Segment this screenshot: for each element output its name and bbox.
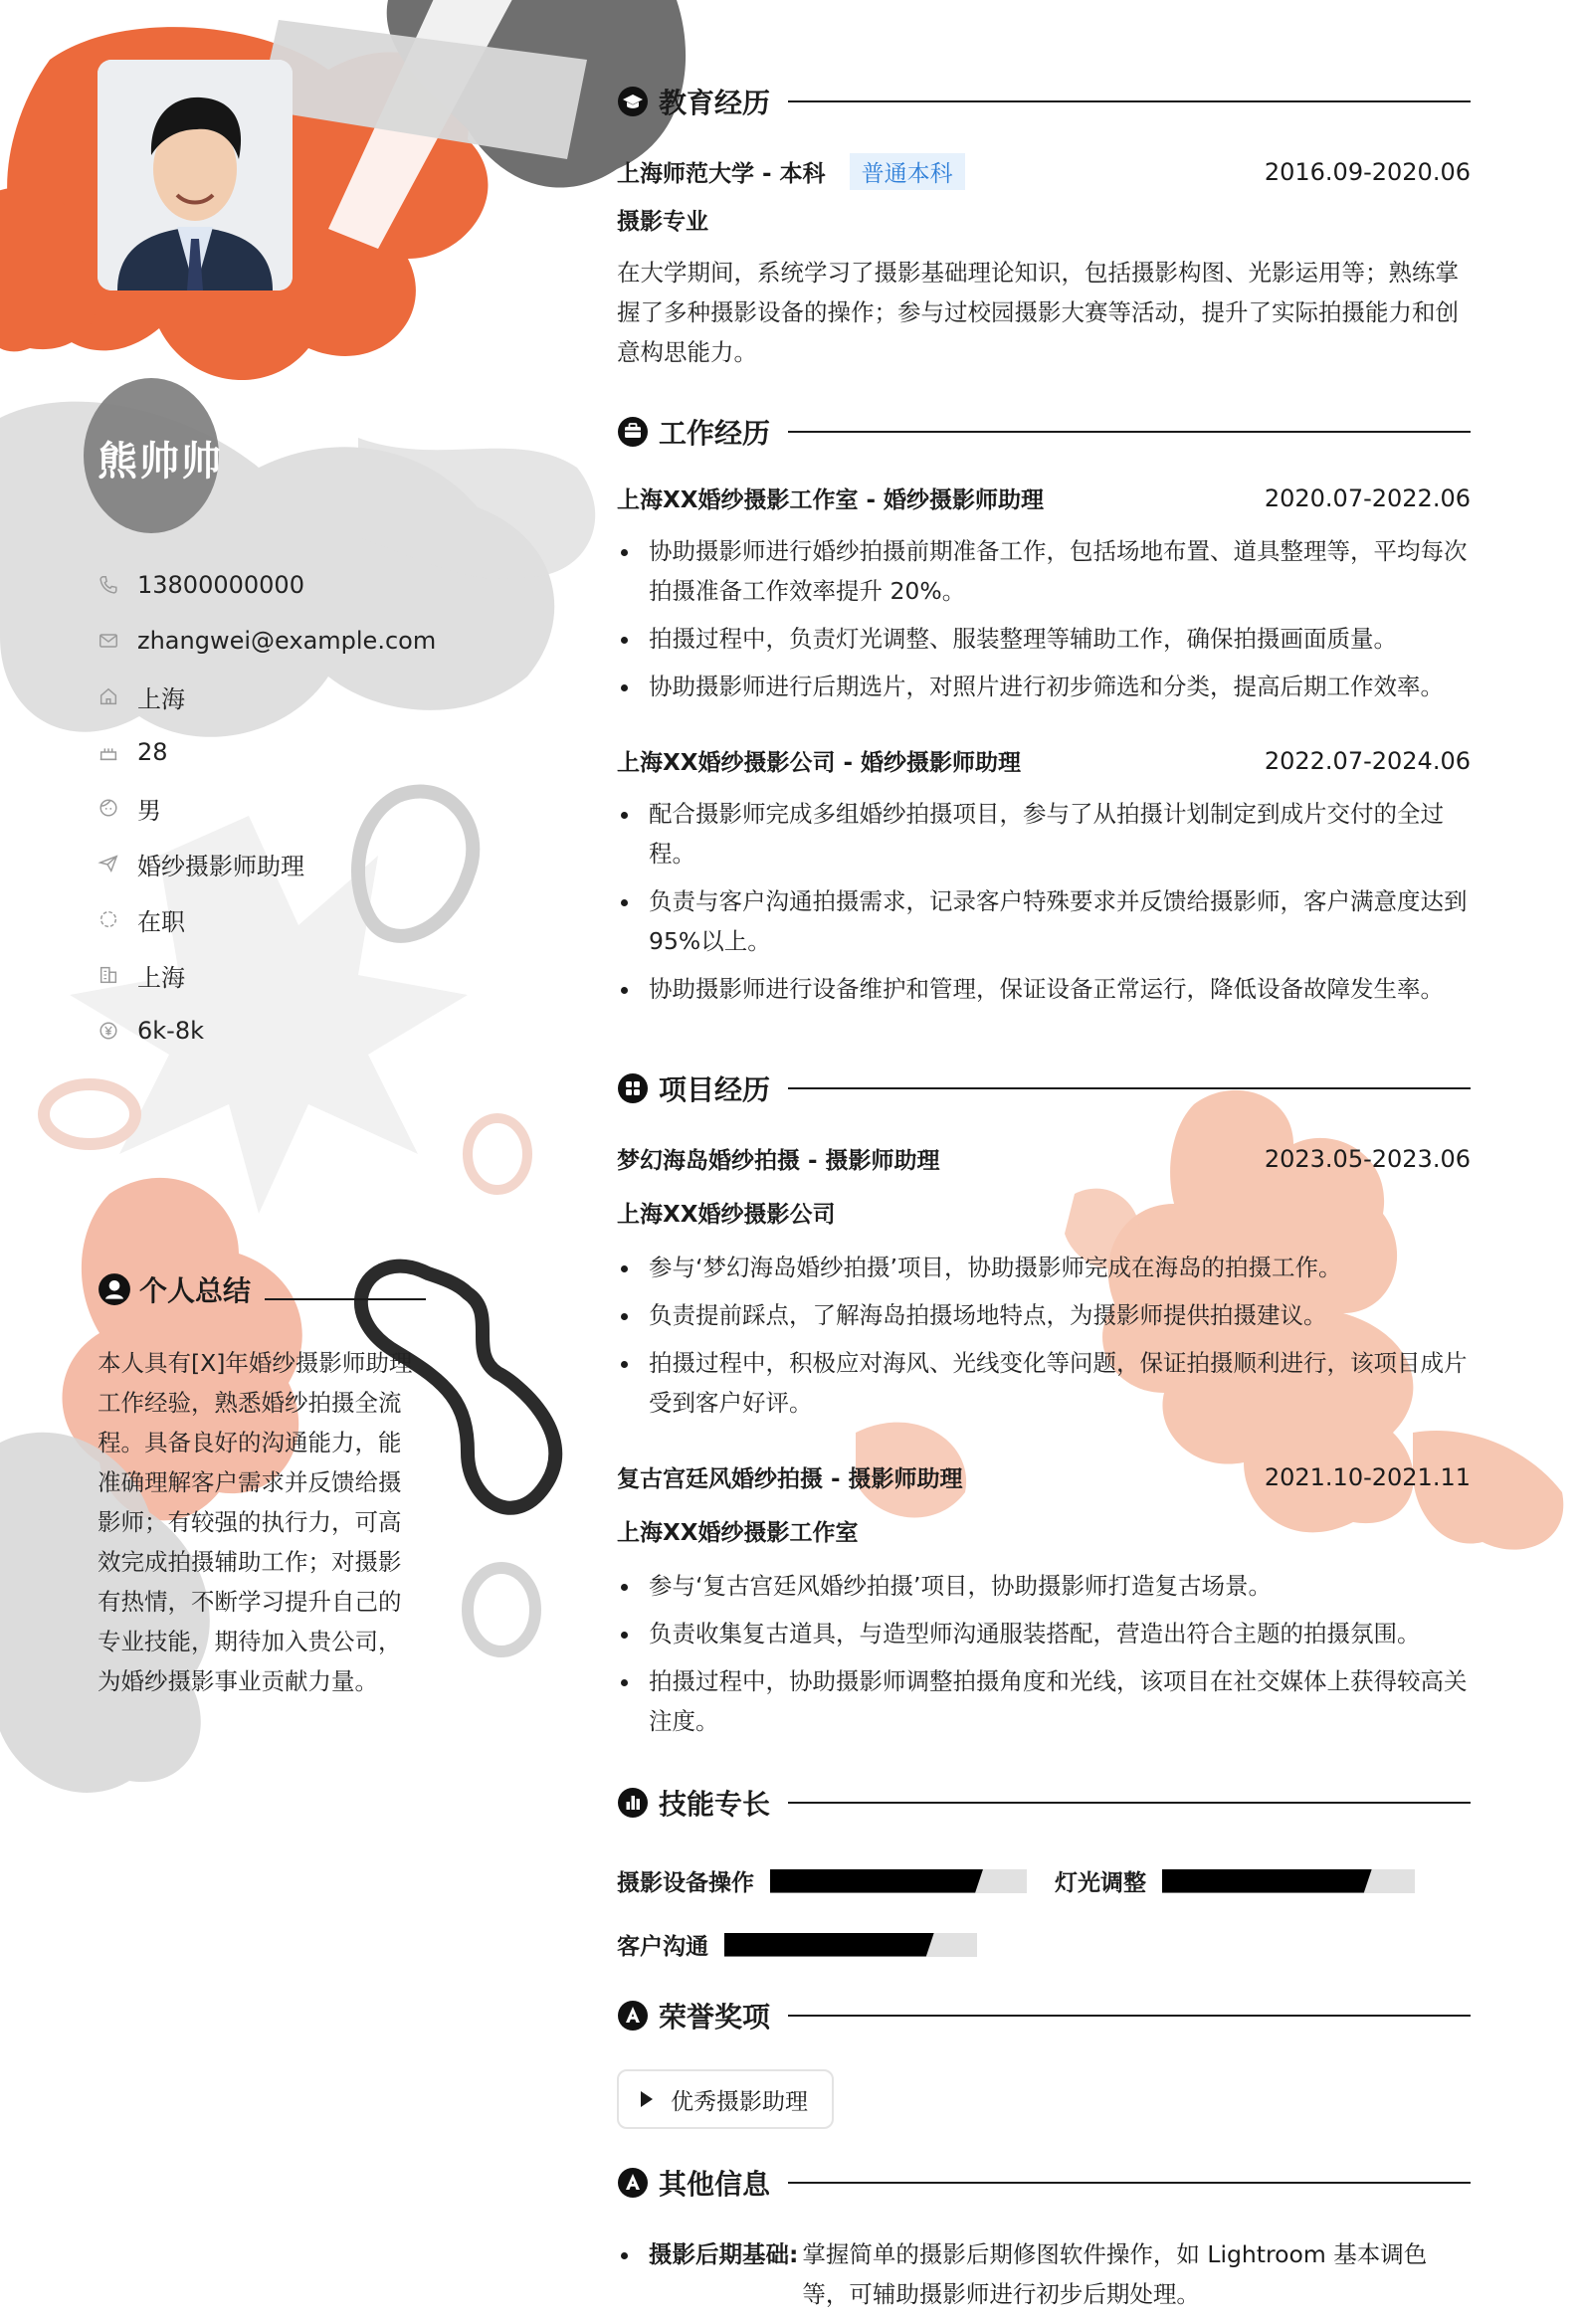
location-row: [98, 669, 535, 724]
honors-heading: [617, 1996, 1471, 2035]
skill-bar-fill: [1162, 1869, 1372, 1893]
project-bullets: [617, 1248, 1471, 1431]
bar-chart-icon: [617, 1787, 649, 1819]
briefcase-icon: [617, 416, 649, 448]
project-header: [617, 1142, 1471, 1175]
list-item: 负责与客户沟通拍摄需求，记录客户特殊要求并反馈给摄影师，客户满意度达到 95%以上。: [617, 881, 1471, 961]
cake-icon: [98, 741, 119, 763]
summary-heading: [98, 1269, 251, 1309]
yuan-icon: [98, 1020, 119, 1042]
phone-row: [98, 557, 535, 613]
profile-name: 熊帅帅: [98, 439, 223, 484]
education-header: [617, 153, 1471, 190]
position-row: [98, 836, 535, 891]
phone-text: 13800000000: [137, 571, 304, 599]
home-icon: [98, 685, 119, 707]
project-date: 2021.10-2021.11: [1264, 1462, 1471, 1491]
section-divider: [788, 1087, 1471, 1089]
work-heading: [617, 412, 1471, 452]
summary-title: 个人总结: [139, 1274, 252, 1307]
list-item: 拍摄过程中，负责灯光调整、服装整理等辅助工作，确保拍摄画面质量。: [617, 619, 1471, 659]
list-item: 参与‘复古宫廷风婚纱拍摄’项目，协助摄影师打造复古场景。: [617, 1566, 1471, 1606]
job-bullets: [617, 794, 1471, 1017]
list-item: [617, 2234, 1471, 2314]
list-item: 拍摄过程中，协助摄影师调整拍摄角度和光线，该项目在社交媒体上获得较高关注度。: [617, 1661, 1471, 1741]
list-item: 拍摄过程中，积极应对海风、光线变化等问题，保证拍摄顺利进行，该项目成片受到客户好评。: [617, 1343, 1471, 1423]
other-key: 摄影后期基础:: [649, 2240, 799, 2268]
position-text: 婚纱摄影师助理: [137, 852, 304, 880]
skill-name: 客户沟通: [617, 1934, 708, 1960]
mail-icon: [98, 630, 119, 652]
project-company: 上海XX婚纱摄影工作室: [617, 1520, 859, 1546]
other-title: 其他信息: [659, 2168, 771, 2201]
skill-item: [617, 1864, 1027, 1897]
award-label: 优秀摄影助理: [671, 2088, 808, 2115]
salary-text: 6k-8k: [137, 1017, 204, 1045]
gender-text: 男: [137, 796, 161, 825]
job-title: 上海XX婚纱摄影公司 - 婚纱摄影师助理: [617, 750, 1022, 776]
graduation-cap-icon: [617, 86, 649, 117]
education-desc: 在大学期间，系统学习了摄影基础理论知识，包括摄影构图、光影运用等；熟练掌握了多种摄影设备的操作；参与过校园摄影大赛等活动，提升了实际拍摄能力和创意构思能力。: [617, 259, 1459, 366]
avatar: [98, 60, 293, 290]
status-icon: [98, 908, 119, 930]
email-text: zhangwei@example.com: [137, 627, 437, 655]
work-title: 工作经历: [659, 417, 771, 450]
send-icon: [98, 853, 119, 874]
list-item: 配合摄影师完成多组婚纱拍摄项目，参与了从拍摄计划制定到成片交付的全过程。: [617, 794, 1471, 873]
school-name: 上海师范大学 - 本科: [617, 161, 826, 187]
status-row: [98, 891, 535, 947]
list-item: 协助摄影师进行婚纱拍摄前期准备工作，包括场地布置、道具整理等，平均每次拍摄准备工作效率提升 20%。: [617, 531, 1471, 611]
play-icon: [641, 2091, 653, 2107]
user-icon: [98, 1272, 131, 1306]
face-icon: [98, 797, 119, 819]
award-icon: [617, 2167, 649, 2199]
project-title: 梦幻海岛婚纱拍摄 - 摄影师助理: [617, 1148, 940, 1174]
skill-name: 灯光调整: [1055, 1870, 1146, 1896]
major: 摄影专业: [617, 209, 708, 235]
list-item: 协助摄影师进行设备维护和管理，保证设备正常运行，降低设备故障发生率。: [617, 969, 1471, 1009]
job-date: 2020.07-2022.06: [1264, 484, 1471, 512]
education-heading: [617, 82, 1471, 121]
projects-title: 项目经历: [659, 1073, 771, 1106]
skill-item: [617, 1928, 977, 1961]
skill-item: [1055, 1864, 1415, 1897]
city-row: [98, 947, 535, 1003]
section-divider: [788, 431, 1471, 433]
status-text: 在职: [137, 907, 185, 936]
summary-divider: [265, 1298, 426, 1300]
section-divider: [788, 2182, 1471, 2184]
education-date: 2016.09-2020.06: [1264, 157, 1471, 186]
salary-row: [98, 1003, 535, 1059]
age-text: 28: [137, 738, 168, 766]
location-text: 上海: [137, 684, 185, 713]
phone-icon: [98, 574, 119, 596]
age-row: [98, 724, 535, 780]
honors-title: 荣誉奖项: [659, 2001, 771, 2034]
list-item: 协助摄影师进行后期选片，对照片进行初步筛选和分类，提高后期工作效率。: [617, 667, 1471, 706]
skill-bar-fill: [724, 1933, 934, 1957]
grid-icon: [617, 1072, 649, 1104]
summary-text: 本人具有[X]年婚纱摄影师助理工作经验，熟悉婚纱拍摄全流程。具备良好的沟通能力，能准确理解客户需求并反馈给摄影师；有较强的执行力，可高效完成拍摄辅助工作；对摄影有热情，不断学习提升自己的专业技能，期待加入贵公司，为婚纱摄影事业贡献力量。: [98, 1349, 413, 1695]
email-row: [98, 613, 535, 669]
project-bullets: [617, 1566, 1471, 1749]
other-list: [617, 2234, 1471, 2314]
building-icon: [98, 964, 119, 986]
award-button[interactable]: [617, 2069, 834, 2129]
main-content: [617, 0, 1471, 2324]
city-text: 上海: [137, 963, 185, 992]
skills-list: [617, 1850, 1471, 1990]
section-divider: [788, 100, 1471, 102]
list-item: 参与‘梦幻海岛婚纱拍摄’项目，协助摄影师完成在海岛的拍摄工作。: [617, 1248, 1471, 1287]
skill-bar: [724, 1933, 977, 1957]
education-title: 教育经历: [659, 87, 771, 119]
skills-heading: [617, 1783, 1471, 1823]
skills-title: 技能专长: [659, 1788, 771, 1821]
skill-bar: [770, 1869, 1027, 1893]
degree-badge: 普通本科: [850, 153, 965, 190]
list-item: 负责提前踩点，了解海岛拍摄场地特点，为摄影师提供拍摄建议。: [617, 1295, 1471, 1335]
projects-heading: [617, 1068, 1471, 1108]
project-date: 2023.05-2023.06: [1264, 1144, 1471, 1173]
other-heading: [617, 2163, 1471, 2203]
gender-row: [98, 780, 535, 836]
skill-name: 摄影设备操作: [617, 1870, 754, 1896]
job-header: [617, 744, 1471, 777]
list-item: 负责收集复古道具，与造型师沟通服装搭配，营造出符合主题的拍摄氛围。: [617, 1614, 1471, 1653]
job-bullets: [617, 531, 1471, 714]
contact-info: [98, 557, 535, 1059]
project-header: [617, 1460, 1471, 1493]
job-title: 上海XX婚纱摄影工作室 - 婚纱摄影师助理: [617, 487, 1045, 513]
skill-bar-fill: [770, 1869, 983, 1893]
job-header: [617, 482, 1471, 514]
section-divider: [788, 1802, 1471, 1804]
sidebar: [0, 0, 557, 2324]
job-date: 2022.07-2024.06: [1264, 746, 1471, 775]
skill-bar: [1162, 1869, 1415, 1893]
project-company: 上海XX婚纱摄影公司: [617, 1202, 836, 1228]
section-divider: [788, 2015, 1471, 2017]
award-icon: [617, 2000, 649, 2032]
project-title: 复古宫廷风婚纱拍摄 - 摄影师助理: [617, 1466, 963, 1492]
other-value: 掌握简单的摄影后期修图软件操作，如 Lightroom 基本调色等，可辅助摄影师进行初步后期处理。: [802, 2240, 1428, 2308]
